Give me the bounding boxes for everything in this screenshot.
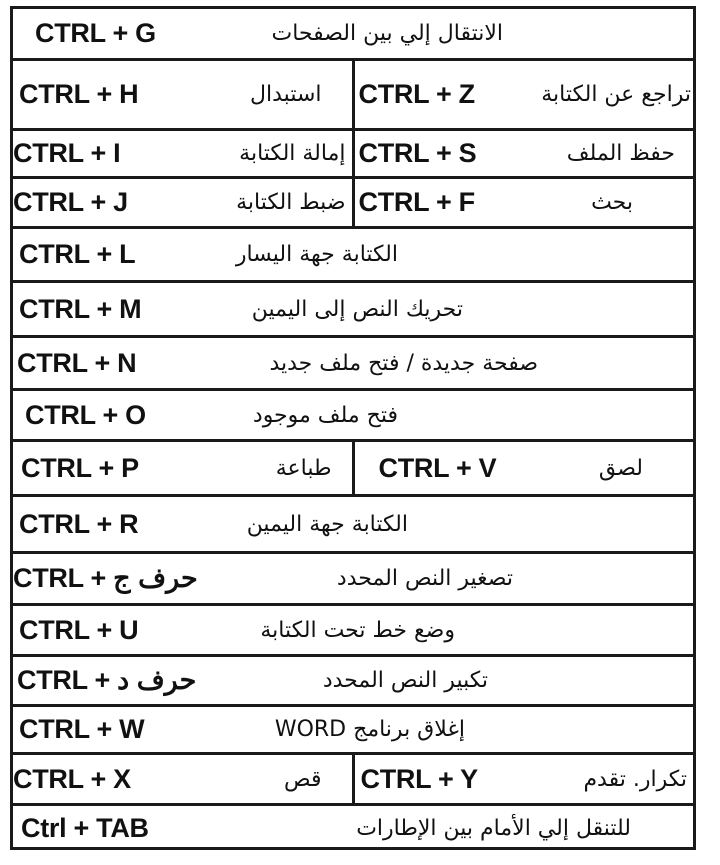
shortcut-keys: CTRL + L <box>19 239 136 269</box>
shortcut-keys: Ctrl + TAB <box>21 812 149 843</box>
shortcut-description: للتنقل إلي الأمام بين الإطارات <box>356 815 631 841</box>
table-cell <box>13 606 693 654</box>
table-cell <box>13 806 693 850</box>
table-cell <box>352 131 694 176</box>
table-row <box>13 442 693 497</box>
shortcut-description: إمالة الكتابة <box>239 141 346 166</box>
table-cell <box>13 442 352 494</box>
shortcut-description: فتح ملف موجود <box>252 402 398 428</box>
shortcut-keys: CTRL + S <box>358 138 477 168</box>
table-cell <box>352 61 694 128</box>
shortcut-keys: CTRL + N <box>17 347 137 378</box>
table-cell <box>13 554 693 603</box>
table-row <box>13 755 693 806</box>
table-cell <box>13 391 693 439</box>
table-row <box>13 131 693 179</box>
shortcut-keys: CTRL + Z <box>358 79 475 109</box>
shortcut-keys: CTRL + X <box>13 763 131 794</box>
table-row <box>13 338 693 391</box>
table-cell <box>352 755 694 803</box>
shortcut-keys: CTRL + O <box>25 399 146 430</box>
table-cell <box>13 131 352 176</box>
shortcut-description: لصق <box>598 455 643 481</box>
shortcut-keys: CTRL + M <box>19 293 142 324</box>
table-row <box>13 806 693 850</box>
table-cell <box>13 9 693 58</box>
shortcut-keys: CTRL + J <box>13 187 128 217</box>
shortcut-description: الكتابة جهة اليسار <box>235 242 398 267</box>
shortcut-description: حفظ الملف <box>566 141 675 166</box>
shortcut-keys: CTRL + V <box>378 452 497 483</box>
shortcut-keys: CTRL + W <box>19 714 145 744</box>
shortcut-description: تحريك النص إلى اليمين <box>251 296 463 322</box>
shortcut-description: بحث <box>591 190 633 215</box>
shortcut-keys: CTRL + H <box>19 79 139 109</box>
shortcut-keys: CTRL + G <box>35 18 156 48</box>
table-row <box>13 229 693 283</box>
table-row <box>13 606 693 657</box>
table-cell <box>13 338 693 388</box>
table-row <box>13 554 693 606</box>
shortcut-keys: CTRL + P <box>21 452 139 483</box>
table-cell <box>13 755 352 803</box>
shortcut-description: ضبط الكتابة <box>236 190 346 215</box>
shortcut-description: استبدال <box>250 82 322 107</box>
shortcut-description: تصغير النص المحدد <box>336 566 513 591</box>
shortcut-description: تراجع عن الكتابة <box>541 82 691 107</box>
table-row <box>13 657 693 707</box>
shortcut-description: قص <box>284 766 322 792</box>
table-row <box>13 283 693 338</box>
table-row <box>13 497 693 554</box>
shortcut-keys: CTRL + حرف ج <box>13 563 198 593</box>
table-row <box>13 707 693 755</box>
shortcut-keys: CTRL + R <box>19 508 139 539</box>
shortcut-keys: CTRL + حرف د <box>17 665 197 695</box>
table-row <box>13 61 693 131</box>
shortcut-description: تكبير النص المحدد <box>322 668 488 693</box>
shortcut-description: صفحة جديدة / فتح ملف جديد <box>269 350 538 376</box>
table-cell <box>13 497 693 551</box>
shortcut-description: الانتقال إلي بين الصفحات <box>271 21 503 46</box>
shortcut-description: تكرار. تقدم <box>583 766 687 792</box>
shortcut-description: وضع خط تحت الكتابة <box>260 617 455 643</box>
table-cell <box>352 442 694 494</box>
table-cell <box>13 179 352 226</box>
table-cell <box>13 61 352 128</box>
table-cell <box>13 657 693 704</box>
shortcut-keys: CTRL + F <box>358 187 475 217</box>
shortcut-keys: CTRL + Y <box>360 763 478 794</box>
table-cell <box>13 707 693 752</box>
shortcuts-table <box>10 6 696 850</box>
table-row <box>13 391 693 442</box>
table-cell <box>13 283 693 335</box>
table-cell <box>13 229 693 280</box>
shortcut-keys: CTRL + U <box>19 614 139 645</box>
shortcut-description: الكتابة جهة اليمين <box>246 511 408 537</box>
table-row <box>13 9 693 61</box>
shortcut-description: طباعة <box>275 455 332 481</box>
shortcut-keys: CTRL + I <box>13 138 121 168</box>
table-cell <box>352 179 694 226</box>
table-row <box>13 179 693 229</box>
shortcut-description: إغلاق برنامج WORD <box>274 717 465 742</box>
